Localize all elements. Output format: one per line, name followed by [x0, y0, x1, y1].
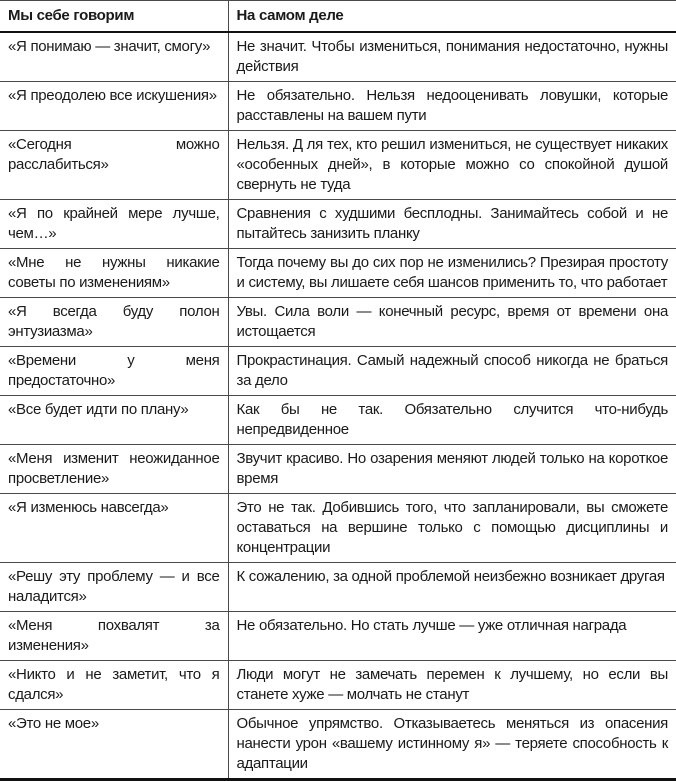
table-row [0, 661, 676, 710]
table-header-myth: Мы себе говорим [0, 1, 228, 33]
table-row [0, 710, 676, 780]
myth-cell: «Решу эту проблему — и все наладится» [0, 563, 228, 612]
reality-cell: Увы. Сила воли — конечный ресурс, время от времени она истощается [236, 303, 668, 340]
myth-cell: «Мне не нужны никакие советы по изменениям» [0, 249, 228, 298]
myth-cell: «Времени у меня предостаточно» [0, 347, 228, 396]
myth-cell: «Сегодня можно расслабиться» [0, 131, 228, 200]
reality-cell: К сожалению, за одной проблемой неизбежно возникает другая [236, 568, 665, 585]
table-row [0, 32, 676, 82]
myth-cell: «Я всегда буду полон энтузиазма» [0, 298, 228, 347]
reality-cell: Это не так. Добившись того, что запланировали, вы сможете оставаться на вершине только с помощью дисциплины и концентрации [236, 499, 668, 556]
table-row [0, 612, 676, 661]
reality-cell: Сравнения с худшими бесплодны. Занимайтесь собой и не пытайтесь занизить планку [236, 205, 668, 242]
table-header-reality: На самом деле [236, 7, 344, 24]
table-row [0, 563, 676, 612]
reality-cell: Не обязательно. Нельзя недооценивать ловушки, которые расставлены на вашем пути [236, 87, 668, 124]
table-row [0, 82, 676, 131]
myth-cell: «Это не мое» [0, 710, 228, 780]
myth-cell: «Меня похвалят за изменения» [0, 612, 228, 661]
table-body [0, 32, 676, 780]
table-row [0, 445, 676, 494]
table-row [0, 298, 676, 347]
reality-cell: Люди могут не замечать перемен к лучшему, но если вы станете хуже — молчать не станут [236, 666, 668, 703]
reality-cell: Прокрастинация. Самый надежный способ никогда не браться за дело [236, 352, 668, 389]
myth-cell: «Я понимаю — значит, смогу» [0, 32, 228, 82]
myth-cell: «Никто и не заметит, что я сдался» [0, 661, 228, 710]
table-row [0, 396, 676, 445]
reality-cell: Как бы не так. Обязательно случится что-нибудь непредвиденное [236, 401, 668, 438]
table-row [0, 131, 676, 200]
myth-cell: «Все будет идти по плану» [0, 396, 228, 445]
reality-cell: Нельзя. Д ля тех, кто решил измениться, не существует никаких «особенных дней», в которые можно со спокойной душой свернуть не туда [236, 136, 668, 193]
myth-cell: «Я изменюсь навсегда» [0, 494, 228, 563]
table-row [0, 200, 676, 249]
myth-cell: «Меня изменит неожиданное просветление» [0, 445, 228, 494]
table-row [0, 494, 676, 563]
reality-cell: Тогда почему вы до сих пор не изменились? Презирая простоту и систему, вы лишаете себя шансов применить то, что работает [236, 254, 668, 291]
myth-cell: «Я преодолею все искушения» [0, 82, 228, 131]
reality-cell: Звучит красиво. Но озарения меняют людей только на короткое время [236, 450, 668, 487]
table-header-row [0, 1, 676, 33]
reality-cell: Обычное упрямство. Отказываетесь меняться из опасения нанести урон «вашему истинному я» — теряете способность к адаптации [236, 715, 668, 772]
table-row [0, 249, 676, 298]
myth-cell: «Я по крайней мере лучше, чем…» [0, 200, 228, 249]
reality-cell: Не значит. Чтобы измениться, понимания недостаточно, нужны действия [236, 38, 668, 75]
table-row [0, 347, 676, 396]
reality-cell: Не обязательно. Но стать лучше — уже отличная награда [236, 617, 627, 634]
